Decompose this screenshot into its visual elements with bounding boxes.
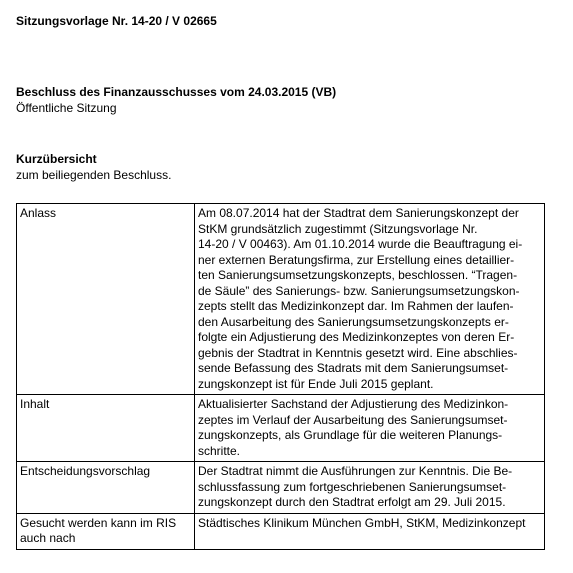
- row-label: [17, 462, 195, 514]
- row-label: [17, 204, 195, 395]
- summary-heading: Kurzübersicht: [16, 152, 97, 166]
- row-content-text: Der Stadtrat nimmt die Ausführungen zur Kenntnis. Die Be- schlussfassung zum fortgeschriebenen Sanierungsumset- zungskonzept durch den Stadtrat erfolgt am 29. Juli 2015.: [198, 464, 513, 509]
- table-row-inhalt: [17, 395, 545, 462]
- row-label: [17, 513, 195, 549]
- summary-subtitle: zum beiliegenden Beschluss.: [16, 168, 172, 182]
- summary-table: [16, 203, 545, 550]
- row-content-text: Aktualisierter Sachstand der Adjustierung des Medizinkon- zeptes im Verlauf der Ausarbeitung des Sanierungsumset- zungskonzepts, als Grundlage für die weiteren Planungs- schritte.: [198, 397, 509, 458]
- document-number: Sitzungsvorlage Nr. 14-20 / V 02665: [16, 14, 217, 28]
- row-content: [195, 395, 545, 462]
- table-row-ris-keywords: [17, 513, 545, 549]
- session-type: Öffentliche Sitzung: [16, 101, 117, 115]
- row-content-text: Städtisches Klinikum München GmbH, StKM, Medizinkonzept: [198, 515, 526, 530]
- row-content-text: Am 08.07.2014 hat der Stadtrat dem Sanierungskonzept der StKM grundsätzlich zugestimmt (Sitzungsvorlage Nr. 14-20 / V 00463). Am 01.10.2014 wurde die Beauftragung ei- ner externen Beratungsfirma, zur Erstellung eines detaillier- ten Sanierungsumsetzungskonzepts, beschlossen. “Tragen- de Säule” des Sanierungs- bzw. Sanierungsumsetzungskon- zepts stellt das Medizinkonzept dar. Im Rahmen der laufen- den Ausarbeitung des Sanierungsumsetzungskonzepts er- folgte ein Adjustierung des Medizinkonzeptes von deren Er- gebnis der Stadtrat in Kenntnis gesetzt wird. Eine abschlies- sende Befassung des Stadrats mit dem Sanierungsumset- zungskonzept ist für Ende Juli 2015 geplant.: [198, 206, 523, 391]
- row-content: [195, 513, 545, 549]
- table-row-entscheidungsvorschlag: [17, 462, 545, 514]
- row-label: [17, 395, 195, 462]
- row-label-text: Gesucht werden kann im RIS auch nach: [20, 515, 177, 545]
- resolution-title: Beschluss des Finanzausschusses vom 24.03.2015 (VB): [16, 85, 337, 99]
- row-label-text: Entscheidungsvorschlag: [20, 464, 151, 478]
- row-label-text: Inhalt: [20, 397, 50, 411]
- row-content: [195, 462, 545, 514]
- row-label-text: Anlass: [20, 206, 57, 220]
- table-row-anlass: [17, 204, 545, 395]
- row-content: [195, 204, 545, 395]
